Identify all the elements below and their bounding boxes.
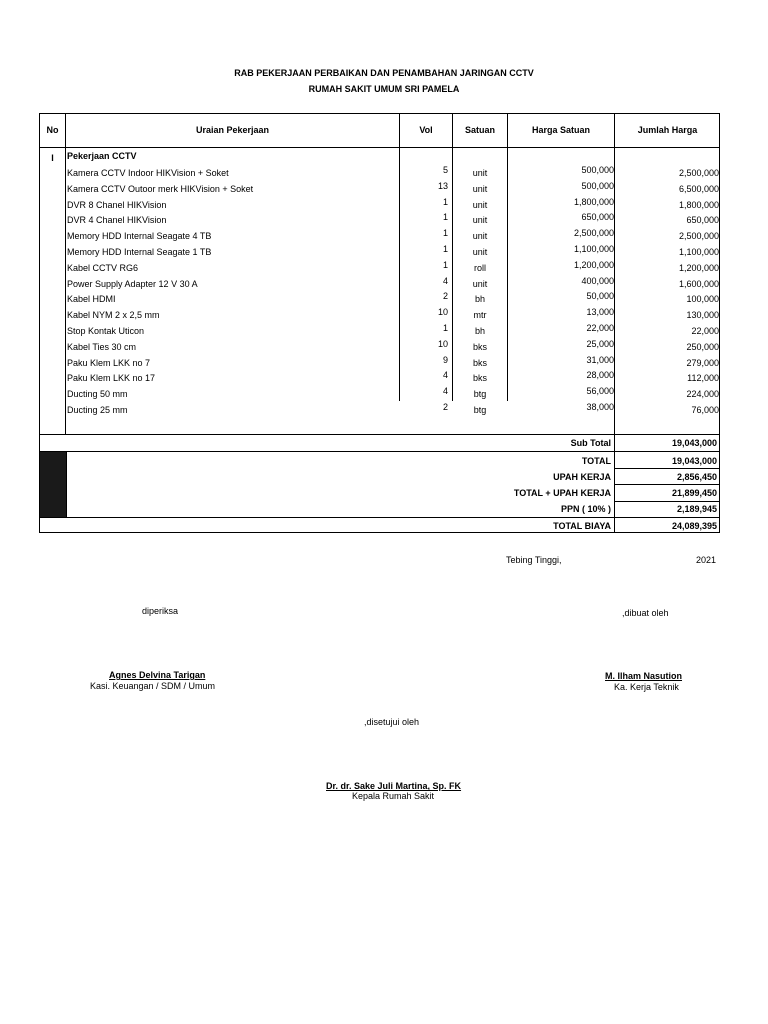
item-total-price: 650,000 (686, 215, 719, 225)
approved-by-label: ,disetujui oleh (364, 717, 420, 727)
item-volume: 1 (442, 260, 448, 270)
biaya-label: TOTAL BIAYA (553, 521, 611, 531)
item-unit-price: 25,000 (586, 339, 614, 349)
item-volume: 1 (442, 244, 448, 254)
total-upah-label: TOTAL + UPAH KERJA (513, 488, 611, 498)
item-total-price: 1,600,000 (678, 279, 719, 289)
ppn-label: PPN ( 10% ) (560, 504, 611, 514)
subtotal-divider (40, 434, 719, 435)
ppn-value: 2,189,945 (676, 504, 717, 514)
item-volume: 1 (442, 228, 448, 238)
total-value: 19,043,000 (671, 456, 717, 466)
item-unit: unit (472, 184, 488, 194)
item-unit-price: 400,000 (581, 276, 614, 286)
item-unit-price: 13,000 (586, 307, 614, 317)
item-volume: 4 (442, 370, 448, 380)
item-volume: 4 (442, 276, 448, 286)
item-description: Kamera CCTV Indoor HIKVision + Soket (67, 168, 229, 178)
section-number: I (51, 153, 54, 163)
item-total-price: 279,000 (686, 358, 719, 368)
item-total-price: 130,000 (686, 310, 719, 320)
col-divider (65, 114, 66, 401)
item-total-price: 100,000 (686, 294, 719, 304)
item-unit-price: 2,500,000 (573, 228, 614, 238)
item-description: Memory HDD Internal Seagate 1 TB (67, 247, 212, 257)
item-unit-price: 28,000 (586, 370, 614, 380)
item-unit: bh (474, 326, 485, 336)
item-unit: unit (472, 200, 488, 210)
item-volume: 5 (442, 165, 448, 175)
cell-divider (614, 484, 719, 485)
item-unit: btg (473, 389, 487, 399)
item-unit: unit (472, 215, 488, 225)
total-upah-value: 21,899,450 (671, 488, 717, 498)
item-volume: 10 (437, 339, 448, 349)
col-divider (66, 452, 67, 518)
item-description: Kabel NYM 2 x 2,5 mm (67, 310, 160, 320)
approver-title: Kepala Rumah Sakit (352, 791, 435, 801)
item-unit: bh (474, 294, 485, 304)
header-no: No (46, 125, 59, 135)
item-total-price: 2,500,000 (678, 168, 719, 178)
item-volume: 2 (442, 402, 448, 412)
item-description: Ducting 50 mm (67, 389, 128, 399)
upah-label: UPAH KERJA (553, 472, 611, 482)
maker-title: Ka. Kerja Teknik (614, 682, 679, 692)
item-unit-price: 1,100,000 (573, 244, 614, 254)
made-by-label: ,dibuat oleh (622, 608, 669, 618)
item-unit: unit (472, 279, 488, 289)
item-description: Kamera CCTV Outoor merk HIKVision + Soket (67, 184, 254, 194)
checked-by-label: diperiksa (142, 606, 179, 616)
item-description: Kabel HDMI (67, 294, 116, 304)
item-unit-price: 56,000 (586, 386, 614, 396)
item-unit: bks (472, 358, 487, 368)
item-unit-price: 22,000 (586, 323, 614, 333)
header-unit: Satuan (464, 125, 495, 135)
item-volume: 13 (437, 181, 448, 191)
item-total-price: 2,500,000 (678, 231, 719, 241)
checker-title: Kasi. Keuangan / SDM / Umum (90, 681, 216, 691)
header-divider (40, 147, 719, 148)
checker-name: Agnes Delvina Tarigan (109, 670, 206, 680)
item-total-price: 22,000 (691, 326, 719, 336)
item-total-price: 6,500,000 (678, 184, 719, 194)
item-total-price: 76,000 (691, 405, 719, 415)
item-volume: 2 (442, 291, 448, 301)
approver-name: Dr. dr. Sake Juli Martina, Sp. FK (326, 781, 462, 791)
item-description: Kabel Ties 30 cm (67, 342, 137, 352)
place-label: Tebing Tinggi, (506, 555, 562, 565)
item-unit-price: 31,000 (586, 355, 614, 365)
item-unit: unit (472, 247, 488, 257)
item-description: Paku Klem LKK no 7 (67, 358, 151, 368)
item-volume: 1 (442, 212, 448, 222)
header-description: Uraian Pekerjaan (195, 125, 270, 135)
subtotal-label: Sub Total (570, 438, 611, 448)
item-unit-price: 1,800,000 (573, 197, 614, 207)
item-description: Stop Kontak Uticon (67, 326, 145, 336)
item-unit-price: 1,200,000 (573, 260, 614, 270)
item-volume: 4 (442, 386, 448, 396)
cell-divider (614, 468, 719, 469)
item-description: DVR 8 Chanel HIKVision (67, 200, 167, 210)
maker-name: M. Ilham Nasution (605, 671, 683, 681)
item-description: Power Supply Adapter 12 V 30 A (67, 279, 198, 289)
header-unit-price: Harga Satuan (531, 125, 591, 135)
header-total-price: Jumlah Harga (637, 125, 698, 135)
header-vol: Vol (419, 125, 433, 135)
item-description: Memory HDD Internal Seagate 4 TB (67, 231, 212, 241)
cost-table (39, 113, 720, 533)
item-description: Kabel CCTV RG6 (67, 263, 139, 273)
item-total-price: 250,000 (686, 342, 719, 352)
item-total-price: 1,800,000 (678, 200, 719, 210)
item-unit: bks (472, 342, 487, 352)
item-description: Paku Klem LKK no 17 (67, 373, 156, 383)
document-title: RAB PEKERJAAN PERBAIKAN DAN PENAMBAHAN JARINGAN CCTV (234, 68, 534, 78)
item-total-price: 112,000 (687, 373, 719, 383)
summary-divider (40, 451, 719, 452)
item-volume: 1 (442, 323, 448, 333)
item-unit-price: 500,000 (581, 181, 614, 191)
item-unit-price: 650,000 (581, 212, 614, 222)
document-subtitle: RUMAH SAKIT UMUM SRI PAMELA (308, 84, 460, 94)
biaya-value: 24,089,395 (671, 521, 717, 531)
item-unit: unit (472, 168, 488, 178)
year-label: 2021 (696, 555, 717, 565)
col-divider (65, 401, 66, 434)
item-unit: btg (473, 405, 487, 415)
item-total-price: 1,200,000 (678, 263, 719, 273)
item-unit: roll (473, 263, 486, 273)
item-description: Ducting 25 mm (67, 405, 128, 415)
section-title: Pekerjaan CCTV (67, 151, 137, 161)
summary-divider (40, 517, 719, 518)
total-label: TOTAL (581, 456, 611, 466)
item-unit-price: 50,000 (586, 291, 614, 301)
item-unit: bks (472, 373, 487, 383)
item-unit-price: 38,000 (586, 402, 614, 412)
upah-value: 2,856,450 (676, 472, 717, 482)
item-total-price: 1,100,000 (678, 247, 719, 257)
item-volume: 1 (442, 197, 448, 207)
black-bar (40, 452, 66, 518)
item-description: DVR 4 Chanel HIKVision (67, 215, 167, 225)
item-volume: 9 (442, 355, 448, 365)
item-unit: unit (472, 231, 488, 241)
item-total-price: 224,000 (686, 389, 719, 399)
subtotal-value: 19,043,000 (671, 438, 717, 448)
item-unit: mtr (473, 310, 487, 320)
item-volume: 10 (437, 307, 448, 317)
cell-divider (614, 501, 719, 502)
item-unit-price: 500,000 (581, 165, 614, 175)
